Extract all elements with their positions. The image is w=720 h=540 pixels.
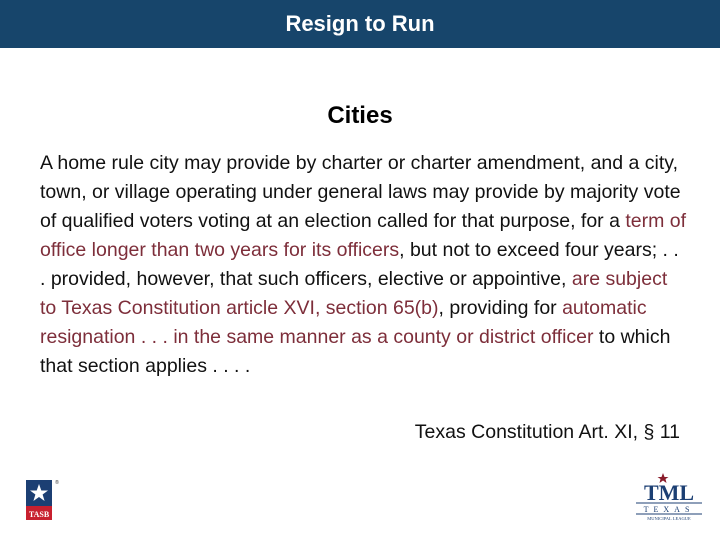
tml-logo-icon <box>632 472 706 522</box>
section-heading: Cities <box>327 102 393 129</box>
svg-text:®: ® <box>55 480 59 486</box>
quoted-paragraph <box>40 149 688 381</box>
highlighted-segment: are subject to Texas Constitution article XVI, section 65(b) <box>40 268 668 319</box>
citation: Texas Constitution Art. XI, § 11 <box>414 421 680 443</box>
paragraph-segment: , but not to exceed four years; . . . provided, however, that such officers, elective or appointive, <box>40 239 679 290</box>
svg-text:MUNICIPAL LEAGUE: MUNICIPAL LEAGUE <box>647 516 691 521</box>
paragraph-segment: , providing for <box>438 297 563 319</box>
svg-text:TASB: TASB <box>28 510 50 519</box>
slide-title: Resign to Run <box>285 11 435 36</box>
tasb-logo-icon <box>24 476 60 522</box>
paragraph-segment: to which that section applies . . . . <box>40 326 671 377</box>
svg-text:TML: TML <box>643 480 695 505</box>
slide-header <box>0 0 720 48</box>
svg-text:TEXAS: TEXAS <box>643 505 695 514</box>
highlighted-segment: automatic resignation . . . in the same manner as a county or district officer <box>40 297 647 348</box>
paragraph-segment: A home rule city may provide by charter or charter amendment, and a city, town, or village operating under general laws may provide by majority vote of qualified voters voting at an election called for that purpose, for a <box>40 152 681 232</box>
highlighted-segment: term of office longer than two years for its officers <box>40 210 687 261</box>
